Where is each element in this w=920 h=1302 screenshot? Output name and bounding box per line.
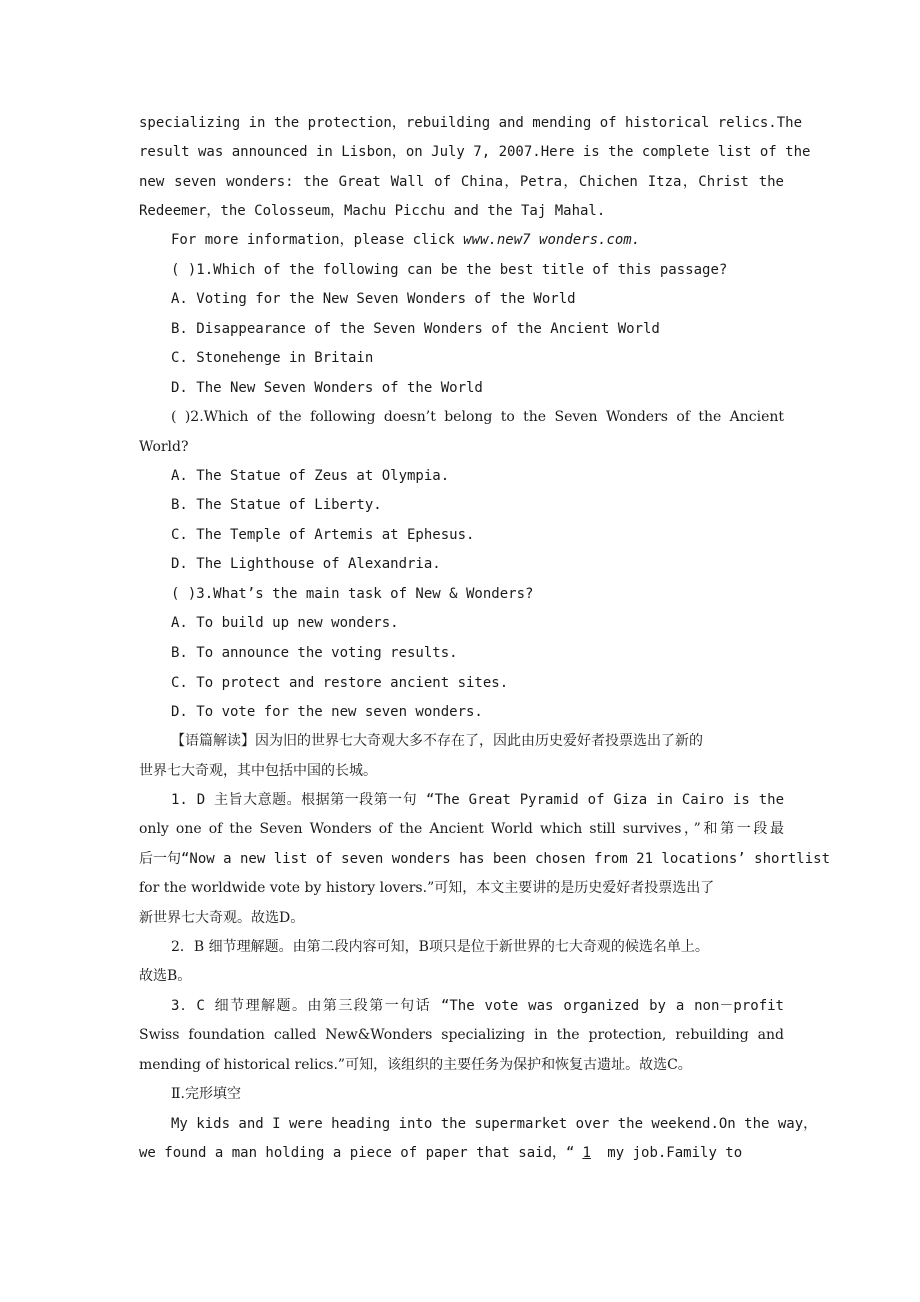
- passage-line: result was announced in Lisbon，on July 7, 2007.Here is the complete list of the: [139, 144, 811, 160]
- question-1-option-d: D. The New Seven Wonders of the World: [171, 380, 483, 396]
- cloze-line: [139, 1143, 784, 1163]
- analysis-summary: 【语篇解读】因为旧的世界七大奇观大多不存在了，因此由历史爱好者投票选出了新的: [171, 733, 703, 749]
- analysis-summary: 世界七大奇观，其中包括中国的长城。: [139, 763, 377, 779]
- question-2-option-d: D. The Lighthouse of Alexandria.: [171, 556, 441, 572]
- cloze-blank-1[interactable]: 1: [582, 1145, 591, 1161]
- answer-1-line: only one of the Seven Wonders of the Ancient World which still survives，”和第一段最: [139, 821, 784, 837]
- question-2-stem: ( )2.Which of the following doesn’t belong to the Seven Wonders of the Ancient: [171, 409, 784, 425]
- question-2-option-a: A. The Statue of Zeus at Olympia.: [171, 468, 450, 484]
- answer-1-line: 后一句“Now a new list of seven wonders has been chosen from 21 locations’ shortlist: [139, 851, 831, 867]
- info-prefix: For more information，please click: [171, 232, 464, 248]
- question-1-option-a: A. Voting for the New Seven Wonders of the World: [171, 291, 576, 307]
- cloze-text: we found a man holding a piece of paper that said，“: [139, 1145, 575, 1161]
- question-1-stem: ( )1.Which of the following can be the best title of this passage?: [171, 262, 728, 278]
- cloze-line: My kids and I were heading into the supermarket over the weekend.On the way，: [171, 1116, 818, 1132]
- question-1-option-b: B. Disappearance of the Seven Wonders of the Ancient World: [171, 321, 660, 337]
- answer-1-line: 1. D 主旨大意题。根据第一段第一句 “The Great Pyramid of Giza in Cairo is the: [171, 792, 784, 808]
- question-2-option-c: C. The Temple of Artemis at Ephesus.: [171, 527, 475, 543]
- question-2-option-b: B. The Statue of Liberty.: [171, 497, 382, 513]
- answer-3-line: Swiss foundation called New&Wonders specializing in the protection, rebuilding and: [139, 1027, 784, 1043]
- cloze-text: my job.Family to: [598, 1145, 743, 1161]
- passage-line: specializing in the protection，rebuilding and mending of historical relics.The: [139, 115, 803, 131]
- answer-2-line: 2．B 细节理解题。由第二段内容可知，B项只是位于新世界的七大奇观的候选名单上。: [171, 939, 709, 955]
- info-url-link[interactable]: www.new7 wonders.com.: [463, 232, 641, 248]
- question-3-option-b: B. To announce the voting results.: [171, 645, 458, 661]
- answer-3-line: mending of historical relics.”可知，该组织的主要任务为保护和恢复古遗址。故选C。: [139, 1057, 692, 1073]
- question-3-stem: ( )3.What’s the main task of New & Wonders?: [171, 586, 534, 602]
- question-3-option-a: A. To build up new wonders.: [171, 615, 399, 631]
- answer-3-line: 3．C 细节理解题。由第三段第一句话 “The vote was organized by a non－profit: [171, 998, 784, 1014]
- question-2-stem-cont: World?: [139, 439, 189, 455]
- answer-1-line: 新世界七大奇观。故选D。: [139, 910, 305, 926]
- info-line: [171, 230, 784, 250]
- question-3-option-c: C. To protect and restore ancient sites.: [171, 675, 509, 691]
- question-1-option-c: C. Stonehenge in Britain: [171, 350, 374, 366]
- passage-line: Redeemer，the Colosseum，Machu Picchu and the Taj Mahal.: [139, 203, 606, 219]
- passage-line: new seven wonders: the Great Wall of China，Petra，Chichen Itza，Christ the: [139, 174, 784, 190]
- question-3-option-d: D. To vote for the new seven wonders.: [171, 704, 483, 720]
- answer-1-line: for the worldwide vote by history lovers.”可知，本文主要讲的是历史爱好者投票选出了: [139, 880, 715, 896]
- answer-2-line: 故选B。: [139, 968, 192, 984]
- section-heading: Ⅱ.完形填空: [171, 1086, 241, 1102]
